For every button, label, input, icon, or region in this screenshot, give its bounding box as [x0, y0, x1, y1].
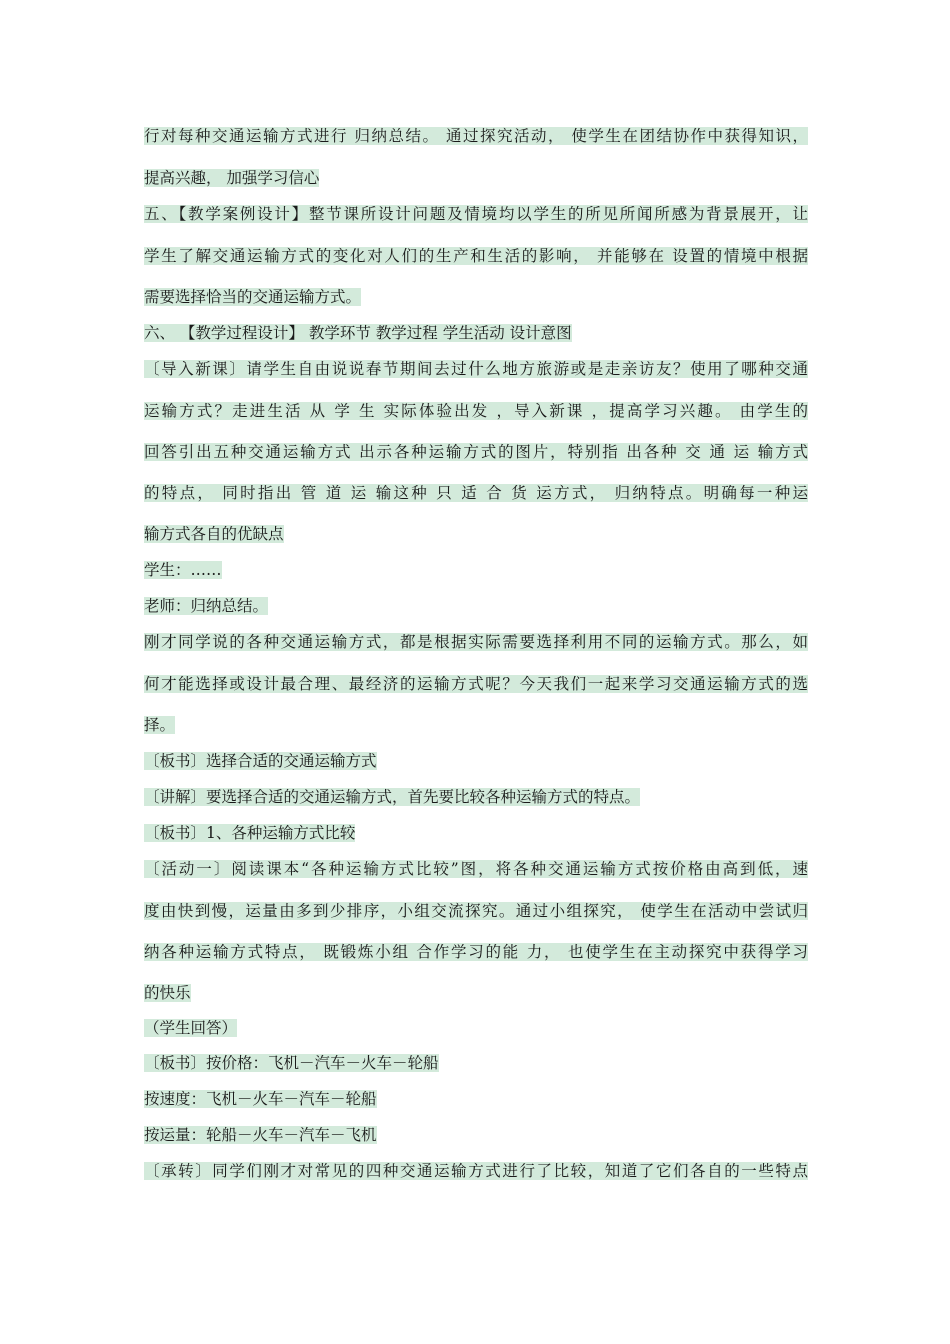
text-line: 〔板书〕选择合适的交通运输方式: [144, 752, 377, 770]
text-line: 输方式各自的优缺点: [144, 525, 284, 543]
text-line: 〔讲解〕要选择合适的交通运输方式，首先要比较各种运输方式的特点。: [144, 788, 641, 806]
text-line: 学生了解交通运输方式的变化对人们的生产和生活的影响， 并能够在 设置的情境中根据: [144, 247, 808, 265]
text-line: 老师：归纳总结。: [144, 597, 269, 615]
text-line: 运输方式？走进生活 从 学 生 实际体验出发 ，导入新课 ，提高学习兴趣。 由学生的: [144, 402, 808, 420]
text-line: 需要选择恰当的交通运输方式。: [144, 288, 362, 306]
text-line: 择。: [144, 716, 176, 734]
text-line: 学生：……: [144, 561, 222, 579]
text-line: 提高兴趣， 加强学习信心: [144, 169, 320, 187]
text-line: 〔板书〕按价格：飞机－汽车－火车－轮船: [144, 1054, 439, 1072]
text-line: 〔导入新课〕请学生自由说说春节期间去过什么地方旅游或是走亲访友？使用了哪种交通: [144, 360, 808, 378]
text-line: （学生回答）: [144, 1019, 238, 1037]
text-line: 刚才同学说的各种交通运输方式，都是根据实际需要选择利用不同的运输方式。那么，如: [144, 633, 808, 651]
text-line: 回答引出五种交通运输方式 出示各种运输方式的图片，特别指 出各种 交 通 运 输方式: [144, 443, 808, 461]
text-line: 的特点， 同时指出 管 道 运 输这种 只 适 合 货 运方式， 归纳特点。明确每一种运: [144, 484, 808, 502]
text-line: 纳各种运输方式特点， 既锻炼小组 合作学习的能 力， 也使学生在主动探究中获得学习: [144, 943, 808, 961]
text-line: 度由快到慢，运量由多到少排序，小组交流探究。通过小组探究， 使学生在活动中尝试归: [144, 902, 808, 920]
text-line: 〔活动一〕阅读课本“各种运输方式比较”图，将各种交通运输方式按价格由高到低，速: [144, 860, 808, 878]
text-line: 的快乐: [144, 984, 191, 1002]
text-line: 〔承转〕同学们刚才对常见的四种交通运输方式进行了比较，知道了它们各自的一些特点: [144, 1162, 808, 1180]
text-line: 何才能选择或设计最合理、最经济的运输方式呢？今天我们一起来学习交通运输方式的选: [144, 675, 808, 693]
text-line: 五、【教学案例设计】整节课所设计问题及情境均以学生的所见所闻所感为背景展开，让: [144, 205, 808, 223]
text-line: 六、 【教学过程设计】 教学环节 教学过程 学生活动 设计意图: [144, 324, 572, 342]
text-line: 〔板书〕1、各种运输方式比较: [144, 824, 356, 842]
text-line: 按速度：飞机－火车－汽车－轮船: [144, 1090, 377, 1108]
text-line: 按运量：轮船－火车－汽车－飞机: [144, 1126, 377, 1144]
text-line: 行对每种交通运输方式进行 归纳总结。 通过探究活动， 使学生在团结协作中获得知识，: [144, 127, 808, 145]
